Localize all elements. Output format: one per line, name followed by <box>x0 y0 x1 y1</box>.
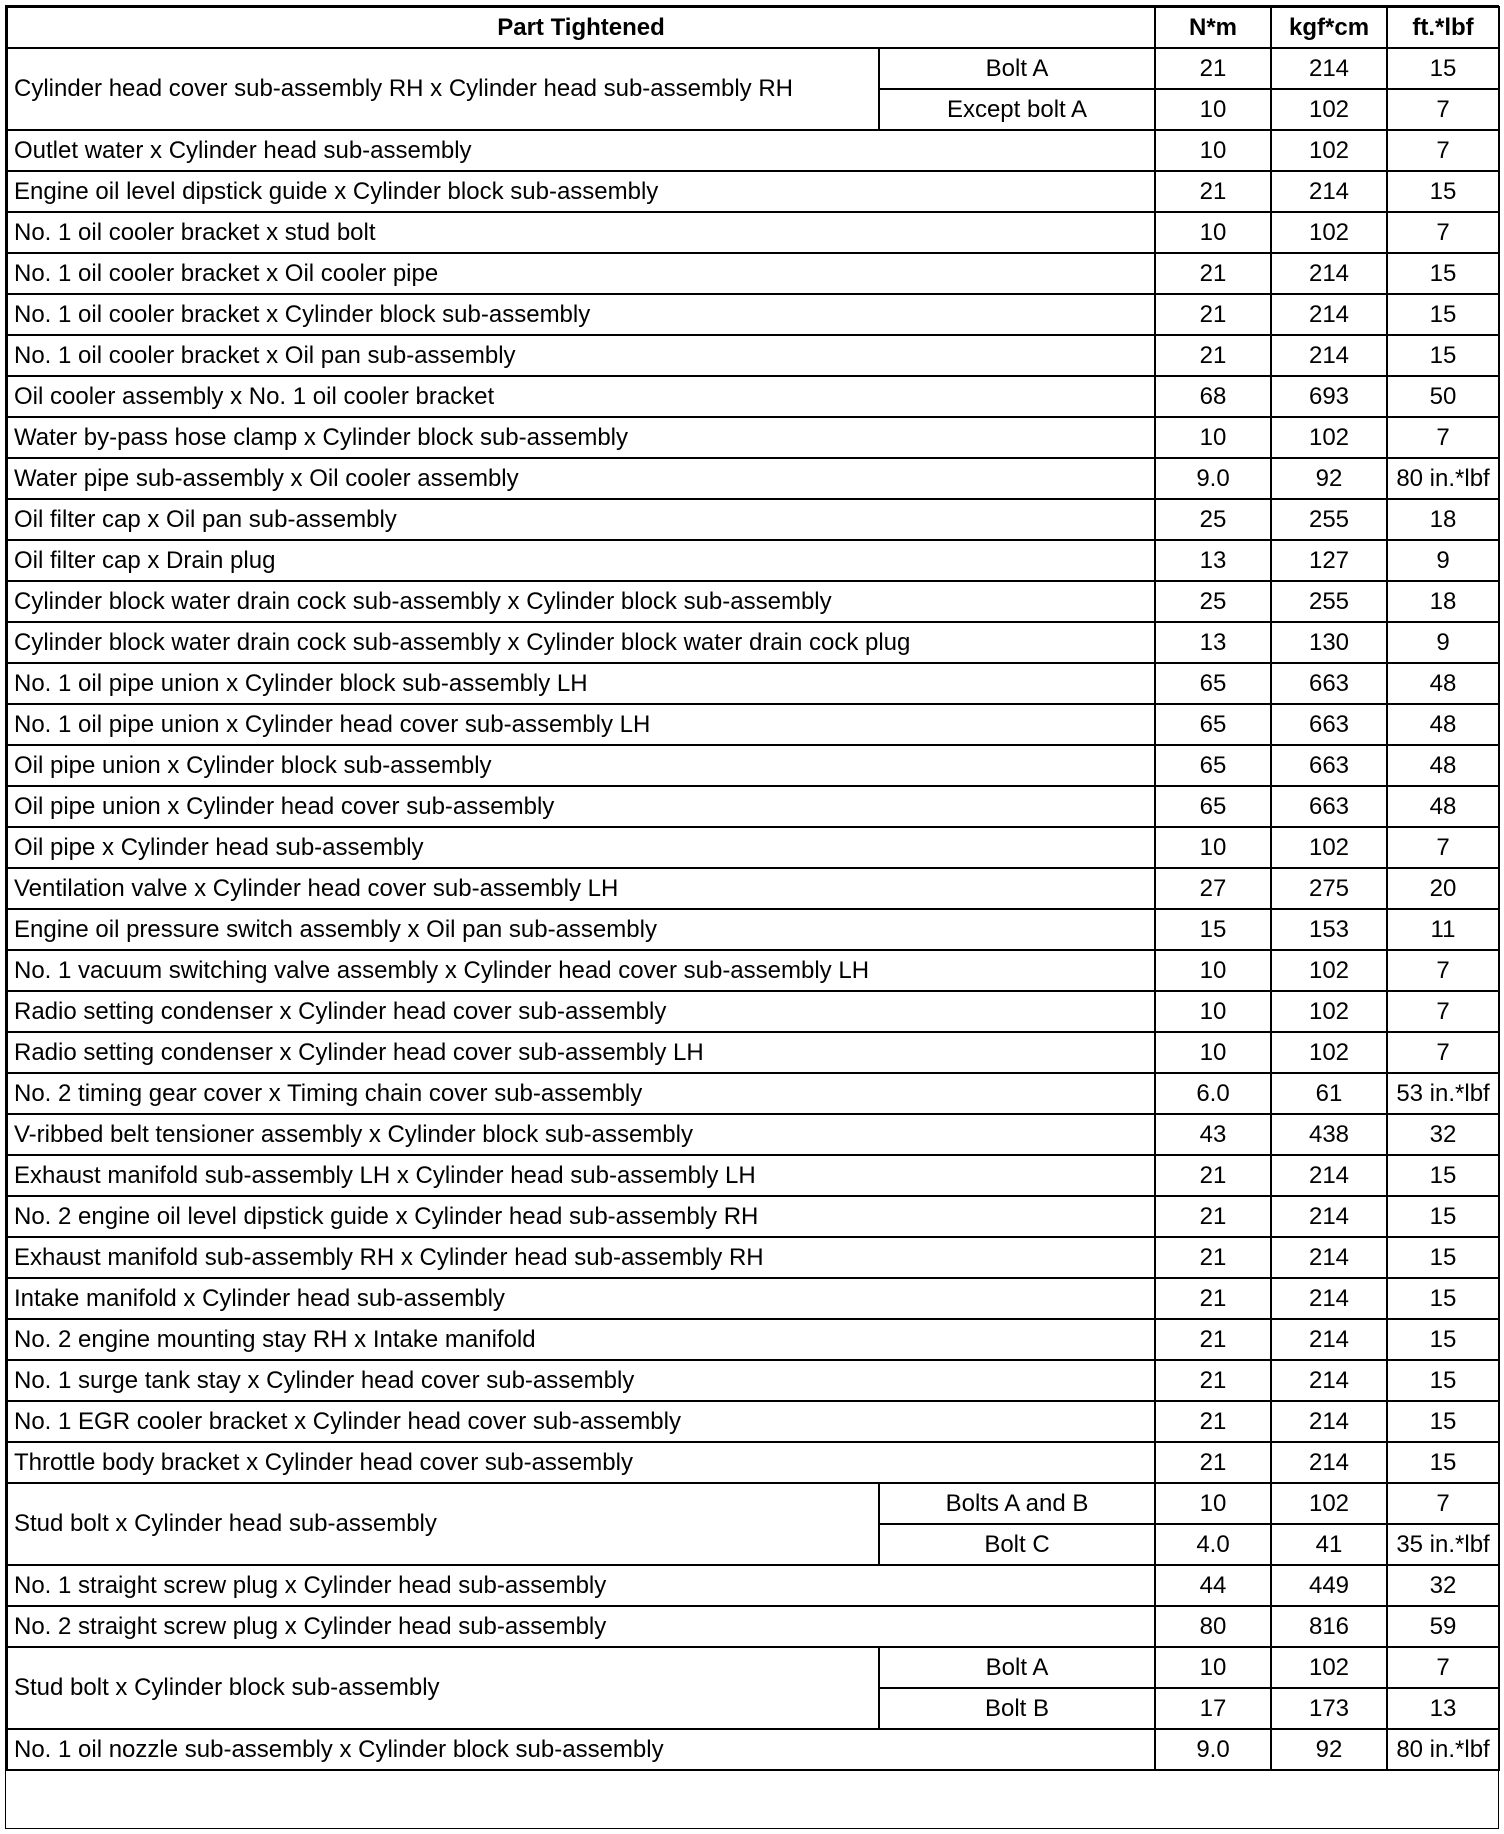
part-tightened-cell: No. 1 surge tank stay x Cylinder head cover sub-assembly <box>7 1360 1155 1401</box>
part-tightened-cell: Water by-pass hose clamp x Cylinder block sub-assembly <box>7 417 1155 458</box>
torque-specification-table <box>6 6 1500 1771</box>
nm-value: 21 <box>1155 1155 1271 1196</box>
ftlbf-value: 7 <box>1387 1483 1499 1524</box>
kgfcm-value: 102 <box>1271 991 1387 1032</box>
part-tightened-cell: Throttle body bracket x Cylinder head cover sub-assembly <box>7 1442 1155 1483</box>
table-row <box>7 1073 1499 1114</box>
part-tightened-cell: Water pipe sub-assembly x Oil cooler assembly <box>7 458 1155 499</box>
part-tightened-cell: Engine oil pressure switch assembly x Oil pan sub-assembly <box>7 909 1155 950</box>
nm-value: 21 <box>1155 48 1271 89</box>
kgfcm-value: 214 <box>1271 48 1387 89</box>
nm-value: 68 <box>1155 376 1271 417</box>
ftlbf-value: 7 <box>1387 130 1499 171</box>
nm-value: 25 <box>1155 499 1271 540</box>
table-body <box>7 48 1499 1770</box>
part-tightened-cell: Exhaust manifold sub-assembly LH x Cylinder head sub-assembly LH <box>7 1155 1155 1196</box>
ftlbf-value: 13 <box>1387 1688 1499 1729</box>
table-row <box>7 1401 1499 1442</box>
ftlbf-value: 15 <box>1387 335 1499 376</box>
kgfcm-value: 214 <box>1271 1155 1387 1196</box>
ftlbf-value: 15 <box>1387 1360 1499 1401</box>
part-tightened-cell: Engine oil level dipstick guide x Cylinder block sub-assembly <box>7 171 1155 212</box>
part-tightened-cell: No. 2 engine oil level dipstick guide x Cylinder head sub-assembly RH <box>7 1196 1155 1237</box>
header-row <box>7 7 1499 48</box>
nm-value: 44 <box>1155 1565 1271 1606</box>
part-tightened-cell: Ventilation valve x Cylinder head cover sub-assembly LH <box>7 868 1155 909</box>
nm-value: 10 <box>1155 212 1271 253</box>
table-row <box>7 622 1499 663</box>
nm-value: 21 <box>1155 171 1271 212</box>
part-tightened-cell: Outlet water x Cylinder head sub-assembly <box>7 130 1155 171</box>
ftlbf-value: 35 in.*lbf <box>1387 1524 1499 1565</box>
ftlbf-value: 7 <box>1387 827 1499 868</box>
nm-value: 80 <box>1155 1606 1271 1647</box>
nm-value: 21 <box>1155 294 1271 335</box>
condition-cell: Bolt C <box>879 1524 1155 1565</box>
nm-value: 17 <box>1155 1688 1271 1729</box>
part-tightened-cell: Oil filter cap x Oil pan sub-assembly <box>7 499 1155 540</box>
part-tightened-cell: Oil filter cap x Drain plug <box>7 540 1155 581</box>
ftlbf-value: 50 <box>1387 376 1499 417</box>
part-tightened-cell: No. 2 timing gear cover x Timing chain cover sub-assembly <box>7 1073 1155 1114</box>
kgfcm-value: 130 <box>1271 622 1387 663</box>
table-row <box>7 48 1499 89</box>
nm-value: 21 <box>1155 335 1271 376</box>
kgfcm-value: 102 <box>1271 1647 1387 1688</box>
kgfcm-value: 214 <box>1271 253 1387 294</box>
table-row <box>7 745 1499 786</box>
part-tightened-cell: V-ribbed belt tensioner assembly x Cylinder block sub-assembly <box>7 1114 1155 1155</box>
kgfcm-value: 438 <box>1271 1114 1387 1155</box>
kgfcm-value: 214 <box>1271 294 1387 335</box>
part-tightened-cell: Cylinder head cover sub-assembly RH x Cylinder head sub-assembly RH <box>7 48 879 130</box>
part-tightened-cell: No. 1 oil cooler bracket x Oil pan sub-assembly <box>7 335 1155 376</box>
ftlbf-value: 15 <box>1387 1442 1499 1483</box>
kgfcm-value: 102 <box>1271 130 1387 171</box>
nm-value: 21 <box>1155 253 1271 294</box>
nm-value: 10 <box>1155 991 1271 1032</box>
part-tightened-cell: Oil cooler assembly x No. 1 oil cooler bracket <box>7 376 1155 417</box>
table-row <box>7 1360 1499 1401</box>
nm-value: 10 <box>1155 417 1271 458</box>
ftlbf-value: 48 <box>1387 663 1499 704</box>
part-tightened-cell: Oil pipe x Cylinder head sub-assembly <box>7 827 1155 868</box>
table-row <box>7 130 1499 171</box>
part-tightened-cell: Intake manifold x Cylinder head sub-assembly <box>7 1278 1155 1319</box>
part-tightened-cell: Radio setting condenser x Cylinder head cover sub-assembly LH <box>7 1032 1155 1073</box>
kgfcm-value: 255 <box>1271 581 1387 622</box>
ftlbf-value: 7 <box>1387 1647 1499 1688</box>
ftlbf-value: 15 <box>1387 294 1499 335</box>
ftlbf-value: 7 <box>1387 417 1499 458</box>
table-row <box>7 417 1499 458</box>
nm-value: 10 <box>1155 827 1271 868</box>
ftlbf-value: 9 <box>1387 622 1499 663</box>
nm-value: 21 <box>1155 1319 1271 1360</box>
nm-value: 9.0 <box>1155 458 1271 499</box>
part-tightened-cell: No. 2 straight screw plug x Cylinder head sub-assembly <box>7 1606 1155 1647</box>
nm-value: 65 <box>1155 786 1271 827</box>
nm-value: 43 <box>1155 1114 1271 1155</box>
kgfcm-value: 102 <box>1271 1483 1387 1524</box>
table-row <box>7 950 1499 991</box>
nm-value: 13 <box>1155 622 1271 663</box>
part-tightened-cell: No. 1 oil nozzle sub-assembly x Cylinder block sub-assembly <box>7 1729 1155 1770</box>
part-tightened-cell: Cylinder block water drain cock sub-assembly x Cylinder block sub-assembly <box>7 581 1155 622</box>
part-tightened-cell: Stud bolt x Cylinder head sub-assembly <box>7 1483 879 1565</box>
ftlbf-value: 48 <box>1387 786 1499 827</box>
condition-cell: Bolt B <box>879 1688 1155 1729</box>
table-row <box>7 581 1499 622</box>
ftlbf-value: 7 <box>1387 1032 1499 1073</box>
ftlbf-value: 7 <box>1387 212 1499 253</box>
kgfcm-value: 102 <box>1271 417 1387 458</box>
header-ftlbf: ft.*lbf <box>1387 7 1499 48</box>
table-row <box>7 294 1499 335</box>
kgfcm-value: 255 <box>1271 499 1387 540</box>
nm-value: 25 <box>1155 581 1271 622</box>
part-tightened-cell: Stud bolt x Cylinder block sub-assembly <box>7 1647 879 1729</box>
kgfcm-value: 693 <box>1271 376 1387 417</box>
part-tightened-cell: No. 1 oil cooler bracket x Oil cooler pipe <box>7 253 1155 294</box>
condition-cell: Bolt A <box>879 1647 1155 1688</box>
nm-value: 10 <box>1155 130 1271 171</box>
condition-cell: Except bolt A <box>879 89 1155 130</box>
ftlbf-value: 15 <box>1387 1155 1499 1196</box>
table-row <box>7 1319 1499 1360</box>
kgfcm-value: 275 <box>1271 868 1387 909</box>
table-row <box>7 499 1499 540</box>
ftlbf-value: 15 <box>1387 1237 1499 1278</box>
ftlbf-value: 11 <box>1387 909 1499 950</box>
kgfcm-value: 214 <box>1271 1237 1387 1278</box>
part-tightened-cell: No. 1 straight screw plug x Cylinder head sub-assembly <box>7 1565 1155 1606</box>
part-tightened-cell: No. 1 oil pipe union x Cylinder head cover sub-assembly LH <box>7 704 1155 745</box>
ftlbf-value: 9 <box>1387 540 1499 581</box>
nm-value: 10 <box>1155 1647 1271 1688</box>
table-row <box>7 253 1499 294</box>
kgfcm-value: 92 <box>1271 458 1387 499</box>
ftlbf-value: 48 <box>1387 745 1499 786</box>
kgfcm-value: 102 <box>1271 950 1387 991</box>
kgfcm-value: 102 <box>1271 89 1387 130</box>
table-row <box>7 1114 1499 1155</box>
kgfcm-value: 449 <box>1271 1565 1387 1606</box>
condition-cell: Bolt A <box>879 48 1155 89</box>
ftlbf-value: 7 <box>1387 950 1499 991</box>
kgfcm-value: 663 <box>1271 663 1387 704</box>
kgfcm-value: 102 <box>1271 827 1387 868</box>
table-row <box>7 1032 1499 1073</box>
ftlbf-value: 15 <box>1387 1196 1499 1237</box>
table-row <box>7 1155 1499 1196</box>
kgfcm-value: 663 <box>1271 786 1387 827</box>
table-row <box>7 663 1499 704</box>
kgfcm-value: 663 <box>1271 745 1387 786</box>
kgfcm-value: 214 <box>1271 1278 1387 1319</box>
kgfcm-value: 153 <box>1271 909 1387 950</box>
table-row <box>7 458 1499 499</box>
part-tightened-cell: No. 2 engine mounting stay RH x Intake manifold <box>7 1319 1155 1360</box>
table-row <box>7 540 1499 581</box>
table-row <box>7 704 1499 745</box>
ftlbf-value: 15 <box>1387 1401 1499 1442</box>
table-row <box>7 786 1499 827</box>
ftlbf-value: 32 <box>1387 1114 1499 1155</box>
ftlbf-value: 7 <box>1387 89 1499 130</box>
table-row <box>7 1606 1499 1647</box>
nm-value: 13 <box>1155 540 1271 581</box>
part-tightened-cell: No. 1 EGR cooler bracket x Cylinder head cover sub-assembly <box>7 1401 1155 1442</box>
nm-value: 21 <box>1155 1401 1271 1442</box>
table-row <box>7 1729 1499 1770</box>
nm-value: 21 <box>1155 1237 1271 1278</box>
kgfcm-value: 61 <box>1271 1073 1387 1114</box>
ftlbf-value: 15 <box>1387 1278 1499 1319</box>
table-row <box>7 1196 1499 1237</box>
nm-value: 65 <box>1155 663 1271 704</box>
ftlbf-value: 15 <box>1387 48 1499 89</box>
kgfcm-value: 127 <box>1271 540 1387 581</box>
part-tightened-cell: No. 1 vacuum switching valve assembly x Cylinder head cover sub-assembly LH <box>7 950 1155 991</box>
nm-value: 10 <box>1155 950 1271 991</box>
kgfcm-value: 214 <box>1271 1319 1387 1360</box>
table-row <box>7 1483 1499 1524</box>
table-row <box>7 1565 1499 1606</box>
nm-value: 10 <box>1155 1032 1271 1073</box>
condition-cell: Bolts A and B <box>879 1483 1155 1524</box>
ftlbf-value: 53 in.*lbf <box>1387 1073 1499 1114</box>
header-part-tightened: Part Tightened <box>7 7 1155 48</box>
kgfcm-value: 102 <box>1271 212 1387 253</box>
kgfcm-value: 214 <box>1271 171 1387 212</box>
kgfcm-value: 41 <box>1271 1524 1387 1565</box>
ftlbf-value: 18 <box>1387 499 1499 540</box>
ftlbf-value: 59 <box>1387 1606 1499 1647</box>
ftlbf-value: 15 <box>1387 253 1499 294</box>
part-tightened-cell: Cylinder block water drain cock sub-assembly x Cylinder block water drain cock plug <box>7 622 1155 663</box>
table-row <box>7 991 1499 1032</box>
table-row <box>7 827 1499 868</box>
ftlbf-value: 15 <box>1387 171 1499 212</box>
ftlbf-value: 80 in.*lbf <box>1387 458 1499 499</box>
nm-value: 21 <box>1155 1278 1271 1319</box>
nm-value: 6.0 <box>1155 1073 1271 1114</box>
part-tightened-cell: Oil pipe union x Cylinder block sub-assembly <box>7 745 1155 786</box>
nm-value: 10 <box>1155 1483 1271 1524</box>
table-row <box>7 1278 1499 1319</box>
nm-value: 21 <box>1155 1196 1271 1237</box>
table-row <box>7 1237 1499 1278</box>
table-row <box>7 171 1499 212</box>
kgfcm-value: 816 <box>1271 1606 1387 1647</box>
nm-value: 21 <box>1155 1442 1271 1483</box>
part-tightened-cell: Exhaust manifold sub-assembly RH x Cylinder head sub-assembly RH <box>7 1237 1155 1278</box>
part-tightened-cell: No. 1 oil pipe union x Cylinder block sub-assembly LH <box>7 663 1155 704</box>
table-row <box>7 868 1499 909</box>
kgfcm-value: 214 <box>1271 1401 1387 1442</box>
table-row <box>7 212 1499 253</box>
kgfcm-value: 102 <box>1271 1032 1387 1073</box>
nm-value: 4.0 <box>1155 1524 1271 1565</box>
nm-value: 21 <box>1155 1360 1271 1401</box>
ftlbf-value: 7 <box>1387 991 1499 1032</box>
nm-value: 27 <box>1155 868 1271 909</box>
kgfcm-value: 214 <box>1271 1442 1387 1483</box>
ftlbf-value: 48 <box>1387 704 1499 745</box>
kgfcm-value: 214 <box>1271 335 1387 376</box>
ftlbf-value: 32 <box>1387 1565 1499 1606</box>
table-row <box>7 335 1499 376</box>
kgfcm-value: 173 <box>1271 1688 1387 1729</box>
nm-value: 65 <box>1155 745 1271 786</box>
part-tightened-cell: Radio setting condenser x Cylinder head cover sub-assembly <box>7 991 1155 1032</box>
kgfcm-value: 92 <box>1271 1729 1387 1770</box>
header-nm: N*m <box>1155 7 1271 48</box>
table-row <box>7 1647 1499 1688</box>
ftlbf-value: 15 <box>1387 1319 1499 1360</box>
nm-value: 10 <box>1155 89 1271 130</box>
nm-value: 65 <box>1155 704 1271 745</box>
part-tightened-cell: No. 1 oil cooler bracket x Cylinder block sub-assembly <box>7 294 1155 335</box>
ftlbf-value: 20 <box>1387 868 1499 909</box>
table-row <box>7 1442 1499 1483</box>
kgfcm-value: 663 <box>1271 704 1387 745</box>
part-tightened-cell: Oil pipe union x Cylinder head cover sub-assembly <box>7 786 1155 827</box>
table-row <box>7 376 1499 417</box>
nm-value: 15 <box>1155 909 1271 950</box>
table-row <box>7 909 1499 950</box>
header-kgfcm: kgf*cm <box>1271 7 1387 48</box>
ftlbf-value: 80 in.*lbf <box>1387 1729 1499 1770</box>
ftlbf-value: 18 <box>1387 581 1499 622</box>
kgfcm-value: 214 <box>1271 1360 1387 1401</box>
nm-value: 9.0 <box>1155 1729 1271 1770</box>
part-tightened-cell: No. 1 oil cooler bracket x stud bolt <box>7 212 1155 253</box>
kgfcm-value: 214 <box>1271 1196 1387 1237</box>
